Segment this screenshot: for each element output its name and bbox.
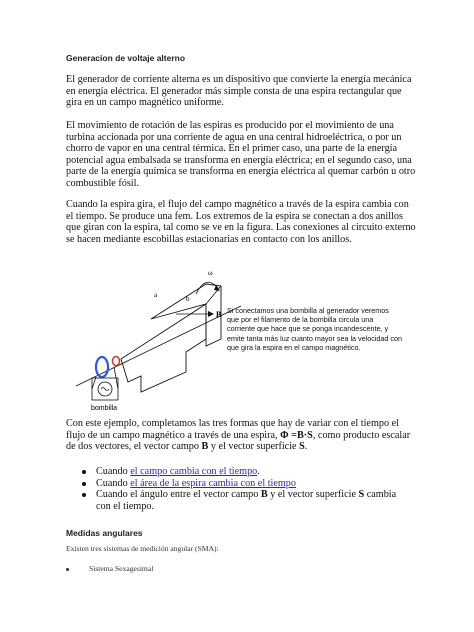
bullet-icon [82, 482, 86, 486]
slip-ring-red [113, 357, 120, 366]
list-item: Cuando el ángulo entre el vector campo B y el vector superficie S cambia con el tiempo. [82, 489, 412, 512]
section2-item: Sistema Sexagesimal [66, 564, 153, 573]
bullet-icon [66, 568, 69, 571]
axis-line [76, 319, 214, 386]
label-bombilla: bombilla [91, 405, 118, 412]
loop-outline [121, 304, 206, 392]
slip-ring-blue [96, 357, 108, 377]
list-item: Cuando el área de la espira cambia con el tiempo [82, 478, 412, 490]
figure-caption: Si conectamos una bombilla al generador veremos que por el filamento de la bombilla circula una corriente que hace que se ponga incandescente, y emite tanta más luz cuanto mayor sea la velocidad con que gira la espira en el campo magnético. [227, 306, 402, 352]
flux-formula: Φ =B·S [280, 429, 313, 441]
section2-title: Medidas angulares [66, 528, 143, 538]
link-campo-cambia[interactable]: el campo cambia con el tiempo [130, 466, 258, 477]
bullet-list [82, 466, 412, 512]
label-a: a [154, 291, 158, 299]
paragraph-rotation: El movimiento de rotación de las espiras es producido por el movimiento de una turbina accionada por una corriente de agua en una central hidroeléctrica, o por un chorro de vapor en una central térmica. En el primer caso, una parte de la energía potencial agua embalsada se transforma en energía eléctrica; en el segundo caso, una parte de la energía química se transforma en energía eléctrica al quemar carbón u otro combustible fósil. [66, 120, 416, 189]
link-area-cambia[interactable]: el área de la espira cambia con el tiempo [130, 477, 296, 489]
label-b: b [186, 295, 190, 303]
paragraph-intro: El generador de corriente alterna es un dispositivo que convierte la energía mecánica en energía eléctrica. El generador más simple consta de una espira rectangular que gira en un campo magnético uniforme. [66, 74, 412, 109]
paragraph-flux: Cuando la espira gira, el flujo del campo magnético a través de la espira cambia con el tiempo. Se produce una fem. Los extremos de la espira se conectan a dos anillos que giran con la espira, tal como se ve en la figura. Las conexiones al circuito externo se hacen mediante escobillas estacionarias en contacto con los anillos. [66, 199, 416, 245]
paragraph-summary: Con este ejemplo, completamos las tres formas que hay de variar con el tiempo el flujo de un campo magnético a través de una espira, Φ =B·S, como producto escalar de dos vectores, el vector campo B y el vector superficie S. [66, 418, 411, 453]
bullet-icon [82, 470, 86, 474]
section2-intro: Existen tres sistemas de medición angular (SMA): [66, 544, 219, 553]
list-item: Cuando el campo cambia con el tiempo. [82, 466, 412, 478]
label-omega: ω [208, 269, 213, 277]
label-B: B [216, 310, 222, 319]
bullet-icon [82, 493, 86, 497]
section-title: Generacion de voltaje alterno [66, 53, 186, 63]
